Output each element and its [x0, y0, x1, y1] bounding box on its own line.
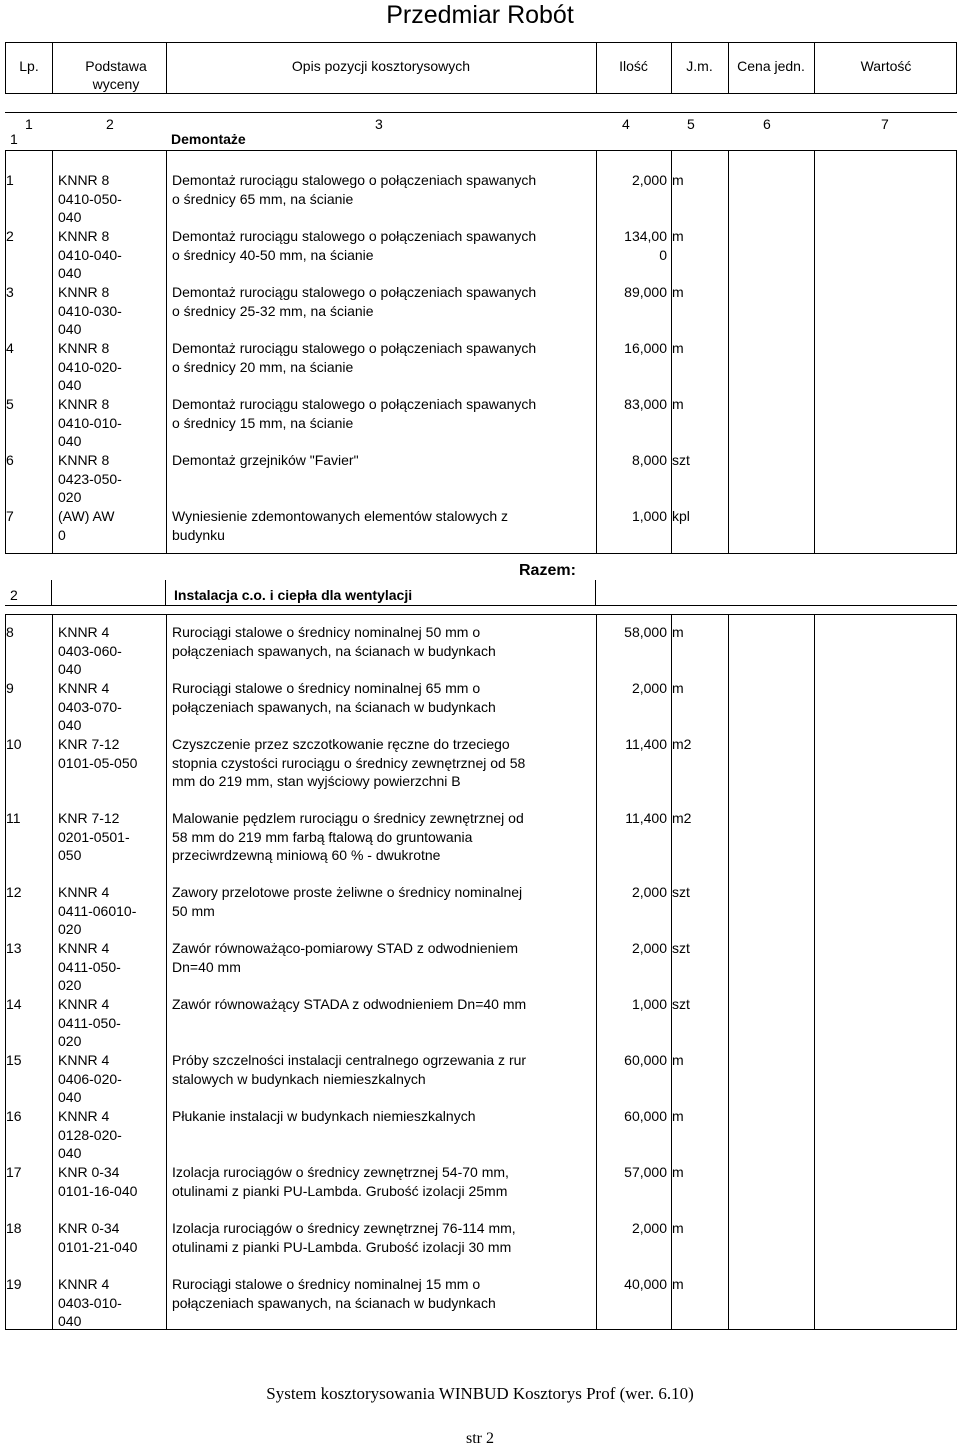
row-description: Demontaż rurociągu stalowego o połączeniach spawanych	[172, 396, 537, 412]
row-description: Izolacja rurociągów o średnicy zewnętrznej 54-70 mm,	[172, 1164, 509, 1180]
row-description: 58 mm do 219 mm farbą ftalową do gruntowania	[172, 828, 473, 845]
row-code: KNNR 4	[58, 996, 110, 1012]
row-description: Rurociągi stalowe o średnicy nominalnej 15 mm o	[172, 1276, 481, 1292]
row-description: Dn=40 mm	[172, 958, 241, 975]
row-code: 0201-0501-	[58, 828, 130, 845]
row-code: 040	[58, 377, 82, 393]
row-unit: m	[672, 1108, 684, 1124]
row-description: o średnicy 20 mm, na ścianie	[172, 358, 354, 375]
row-code: 0406-020-	[58, 1070, 122, 1087]
row-code: 040	[58, 1089, 82, 1105]
footer-text: System kosztorysowania WINBUD Kosztorys Prof (wer. 6.10)	[266, 1384, 694, 1403]
section-number: 2	[10, 587, 18, 603]
row-code: KNNR 4	[58, 680, 110, 696]
row-lp: 1	[6, 172, 14, 188]
row-description: Rurociągi stalowe o średnicy nominalnej 65 mm o	[172, 680, 481, 696]
row-code: KNNR 8	[58, 452, 110, 468]
row-code: 020	[58, 489, 82, 505]
row-description: Wyniesienie zdemontowanych elementów stalowych z	[172, 508, 509, 524]
page-title: Przedmiar Robót	[386, 1, 574, 29]
row-quantity: 58,000	[624, 624, 667, 640]
row-code: 0410-020-	[58, 358, 122, 375]
row-lp: 7	[6, 508, 14, 524]
row-unit: szt	[672, 452, 690, 468]
section-number: 1	[10, 131, 18, 147]
row-quantity: 16,000	[624, 340, 667, 356]
row-description: Próby szczelności instalacji centralnego ogrzewania z rur	[172, 1052, 527, 1068]
row-code: 040	[58, 1145, 82, 1161]
row-code: 0101-05-050	[58, 754, 138, 771]
row-code: 0101-21-040	[58, 1238, 138, 1255]
table-header	[5, 42, 957, 94]
row-code: KNNR 8	[58, 228, 110, 244]
row-description: otulinami z pianki PU-Lambda. Grubość izolacji 30 mm	[172, 1238, 512, 1255]
row-quantity: 0	[659, 246, 667, 263]
col-number: 1	[25, 116, 33, 132]
row-description: Demontaż rurociągu stalowego o połączeniach spawanych	[172, 172, 537, 188]
row-quantity: 8,000	[631, 452, 667, 468]
row-description: stopnia czystości rurociągu o średnicy zewnętrznej od 58	[172, 754, 526, 771]
header-podstawa: Podstawa wyceny	[85, 58, 147, 92]
row-code: 0403-060-	[58, 642, 122, 659]
row-description: Demontaż rurociągu stalowego o połączeniach spawanych	[172, 340, 537, 356]
row-unit: m	[672, 1220, 684, 1236]
row-code: 0411-050-	[58, 958, 121, 975]
row-code: KNNR 4	[58, 884, 110, 900]
row-quantity: 40,000	[624, 1276, 667, 1292]
row-lp: 17	[6, 1164, 22, 1180]
row-unit: m	[672, 172, 684, 188]
row-quantity: 134,00	[624, 228, 667, 244]
header-lp: Lp.	[19, 58, 39, 74]
row-lp: 18	[6, 1220, 22, 1236]
row-code: 0410-030-	[58, 302, 122, 319]
col-number: 5	[687, 116, 695, 132]
row-code: 0411-050-	[58, 1014, 121, 1031]
row-description: Zawór równoważąco-pomiarowy STAD z odwodnieniem	[172, 940, 518, 956]
row-description: o średnicy 40-50 mm, na ścianie	[172, 246, 374, 263]
row-quantity: 60,000	[624, 1108, 667, 1124]
row-lp: 19	[6, 1276, 22, 1292]
row-code: KNNR 4	[58, 1108, 110, 1124]
row-code: KNNR 4	[58, 1052, 110, 1068]
row-description: połączeniach spawanych, na ścianach w budynkach	[172, 1294, 496, 1311]
row-code: 020	[58, 977, 82, 993]
row-description: Czyszczenie przez szczotkowanie ręczne do trzeciego	[172, 736, 510, 752]
row-lp: 5	[6, 396, 14, 412]
row-description: Demontaż rurociągu stalowego o połączeniach spawanych	[172, 228, 537, 244]
row-code: KNR 7-12	[58, 810, 120, 826]
row-lp: 13	[6, 940, 22, 956]
section-2-header-band	[5, 580, 957, 606]
row-quantity: 1,000	[631, 508, 667, 524]
row-description: Płukanie instalacji w budynkach niemieszkalnych	[172, 1108, 476, 1124]
row-description: stalowych w budynkach niemieszkalnych	[172, 1070, 426, 1087]
row-description: połączeniach spawanych, na ścianach w budynkach	[172, 642, 496, 659]
row-description: połączeniach spawanych, na ścianach w budynkach	[172, 698, 496, 715]
razem-label: Razem:	[519, 562, 576, 579]
row-code: KNNR 8	[58, 172, 110, 188]
row-lp: 16	[6, 1108, 22, 1124]
row-quantity: 2,000	[631, 1220, 667, 1236]
row-lp: 4	[6, 340, 14, 356]
row-description: Zawory przelotowe proste żeliwne o średnicy nominalnej	[172, 884, 523, 900]
row-description: Rurociągi stalowe o średnicy nominalnej 50 mm o	[172, 624, 481, 640]
row-unit: m	[672, 624, 684, 640]
row-lp: 10	[6, 736, 22, 752]
row-lp: 9	[6, 680, 14, 696]
row-unit: m	[672, 228, 684, 244]
row-description: o średnicy 25-32 mm, na ścianie	[172, 302, 374, 319]
row-code: KNNR 8	[58, 340, 110, 356]
row-unit: m	[672, 396, 684, 412]
row-code: 020	[58, 921, 82, 937]
row-code: 040	[58, 209, 82, 225]
row-code: 040	[58, 1313, 82, 1329]
row-code: KNNR 8	[58, 284, 110, 300]
row-code: 0403-070-	[58, 698, 122, 715]
section-2-table	[5, 614, 957, 1330]
row-code: 0410-050-	[58, 190, 122, 207]
row-lp: 8	[6, 624, 14, 640]
row-code: KNR 0-34	[58, 1220, 120, 1236]
row-lp: 14	[6, 996, 22, 1012]
row-description: Malowanie pędzlem rurociągu o średnicy zewnętrznej od	[172, 810, 524, 826]
row-description: przeciwrdzewną miniową 60 % - dwukrotne	[172, 847, 441, 863]
row-unit: m	[672, 1276, 684, 1292]
row-lp: 6	[6, 452, 14, 468]
header-cena: Cena jedn.	[737, 58, 805, 74]
row-lp: 15	[6, 1052, 22, 1068]
row-unit: szt	[672, 996, 690, 1012]
row-code: KNR 7-12	[58, 736, 120, 752]
col-number: 4	[622, 116, 630, 132]
col-number: 3	[375, 116, 383, 132]
row-quantity: 83,000	[624, 396, 667, 412]
row-lp: 2	[6, 228, 14, 244]
row-quantity: 2,000	[631, 884, 667, 900]
row-unit: m	[672, 284, 684, 300]
row-quantity: 1,000	[631, 996, 667, 1012]
row-lp: 3	[6, 284, 14, 300]
row-code: 0411-06010-	[58, 902, 137, 919]
row-code: 040	[58, 433, 82, 449]
row-code: 040	[58, 265, 82, 281]
row-quantity: 60,000	[624, 1052, 667, 1068]
row-description: o średnicy 65 mm, na ścianie	[172, 190, 354, 207]
row-code: KNNR 4	[58, 624, 110, 640]
row-code: 0128-020-	[58, 1126, 122, 1143]
header-wartosc: Wartość	[860, 58, 912, 74]
row-unit: kpl	[672, 508, 690, 524]
section-name: Instalacja c.o. i ciepła dla wentylacji	[174, 587, 413, 603]
row-unit: szt	[672, 940, 690, 956]
row-code: (AW) AW	[58, 508, 115, 524]
row-unit: m2	[672, 736, 692, 752]
row-description: mm do 219 mm, stan wyjściowy powierzchni B	[172, 773, 461, 789]
row-description: 50 mm	[172, 902, 215, 919]
header-jm: J.m.	[686, 58, 713, 74]
col-number: 7	[881, 116, 889, 132]
row-code: KNR 0-34	[58, 1164, 120, 1180]
row-description: otulinami z pianki PU-Lambda. Grubość izolacji 25mm	[172, 1182, 508, 1199]
row-code: KNNR 4	[58, 1276, 110, 1292]
row-unit: szt	[672, 884, 690, 900]
row-unit: m	[672, 1052, 684, 1068]
row-code: 040	[58, 321, 82, 337]
section-1-table	[5, 150, 957, 554]
row-quantity: 2,000	[631, 680, 667, 696]
row-description: budynku	[172, 526, 225, 543]
row-quantity: 89,000	[624, 284, 667, 300]
header-opis: Opis pozycji kosztorysowych	[291, 58, 471, 74]
section-name: Demontaże	[171, 131, 246, 147]
col-number: 6	[763, 116, 771, 132]
row-quantity: 11,400	[625, 736, 667, 752]
row-unit: m	[672, 1164, 684, 1180]
row-code: 040	[58, 661, 82, 677]
row-code: 0101-16-040	[58, 1182, 138, 1199]
row-code: KNNR 4	[58, 940, 110, 956]
row-quantity: 2,000	[631, 940, 667, 956]
page-number: str 2	[466, 1430, 494, 1447]
row-description: Demontaż grzejników "Favier"	[172, 452, 359, 468]
row-description: Zawór równoważący STADA z odwodnieniem Dn=40 mm	[172, 996, 527, 1012]
row-unit: m	[672, 680, 684, 696]
col-number: 2	[106, 116, 114, 132]
row-code: 040	[58, 717, 82, 733]
row-unit: m	[672, 340, 684, 356]
row-code: 0410-010-	[58, 414, 122, 431]
row-code: 0423-050-	[58, 470, 122, 487]
row-lp: 12	[6, 884, 22, 900]
row-code: 0	[58, 526, 66, 543]
row-unit: m2	[672, 810, 692, 826]
row-description: Demontaż rurociągu stalowego o połączeniach spawanych	[172, 284, 537, 300]
row-quantity: 11,400	[625, 810, 667, 826]
row-code: 020	[58, 1033, 82, 1049]
row-quantity: 57,000	[624, 1164, 667, 1180]
row-lp: 11	[6, 810, 21, 826]
header-ilosc: Ilość	[619, 58, 648, 74]
row-code: 050	[58, 847, 82, 863]
row-description: Izolacja rurociągów o średnicy zewnętrznej 76-114 mm,	[172, 1220, 516, 1236]
row-quantity: 2,000	[631, 172, 667, 188]
row-code: 0410-040-	[58, 246, 122, 263]
row-code: KNNR 8	[58, 396, 110, 412]
column-numbers	[5, 112, 957, 131]
row-code: 0403-010-	[58, 1294, 122, 1311]
row-description: o średnicy 15 mm, na ścianie	[172, 414, 354, 431]
